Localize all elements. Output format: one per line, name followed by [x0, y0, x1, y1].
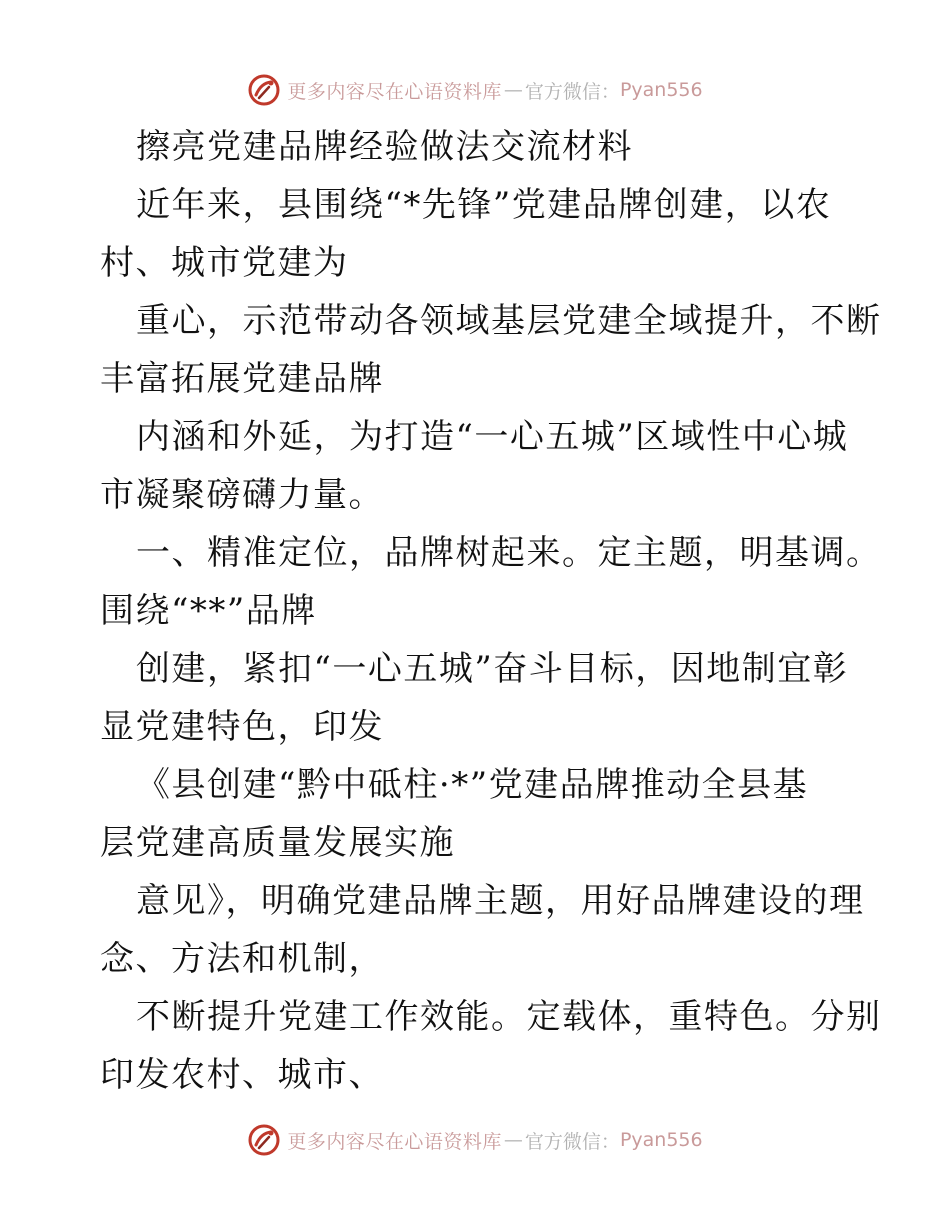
text-line: 村、城市党建为 — [100, 243, 349, 283]
text-line: 意见》，明确党建品牌主题，用好品牌建设的理 — [136, 881, 865, 921]
text-line: 市凝聚磅礴力量。 — [100, 475, 384, 515]
text-line: 层党建高质量发展实施 — [100, 823, 455, 863]
banner-separator: — — [503, 1129, 523, 1151]
text-line: 创建，紧扣“一心五城”奋斗目标，因地制宜彰 — [136, 649, 849, 689]
text-line: 印发农村、城市、 — [100, 1055, 384, 1095]
banner-wechat-label: 官方微信： — [524, 1130, 620, 1153]
document-title: 擦亮党建品牌经验做法交流材料 — [136, 127, 633, 167]
text-line: 《县创建“黔中砥柱·*”党建品牌推动全县基 — [136, 765, 809, 805]
document-body — [100, 118, 882, 1104]
banner-wechat-id: Pyan556 — [619, 79, 703, 101]
banner-separator: — — [503, 79, 523, 101]
red-circular-seal-logo-icon — [247, 1123, 281, 1157]
banner-wechat-label: 官方微信： — [524, 80, 620, 103]
text-line: 不断提升党建工作效能。定载体，重特色。分别 — [136, 997, 882, 1037]
text-line: 近年来，县围绕“*先锋”党建品牌创建，以农 — [136, 185, 832, 225]
text-line: 显党建特色，印发 — [100, 707, 384, 747]
header-banner[interactable] — [0, 70, 950, 110]
text-line: 内涵和外延，为打造“一心五城”区域性中心城 — [136, 417, 849, 457]
text-line: 丰富拓展党建品牌 — [100, 359, 384, 399]
banner-site-text: 更多内容尽在心语资料库 — [287, 1130, 502, 1153]
text-line: 围绕“**”品牌 — [100, 591, 317, 631]
section-heading-line: 一、精准定位，品牌树起来。定主题，明基调。 — [136, 533, 882, 573]
text-line: 重心，示范带动各领域基层党建全域提升，不断 — [136, 301, 882, 341]
text-line: 念、方法和机制， — [100, 939, 384, 979]
footer-banner[interactable] — [0, 1120, 950, 1160]
banner-site-text: 更多内容尽在心语资料库 — [287, 80, 502, 103]
red-circular-seal-logo-icon — [247, 73, 281, 107]
banner-wechat-id: Pyan556 — [619, 1129, 703, 1151]
